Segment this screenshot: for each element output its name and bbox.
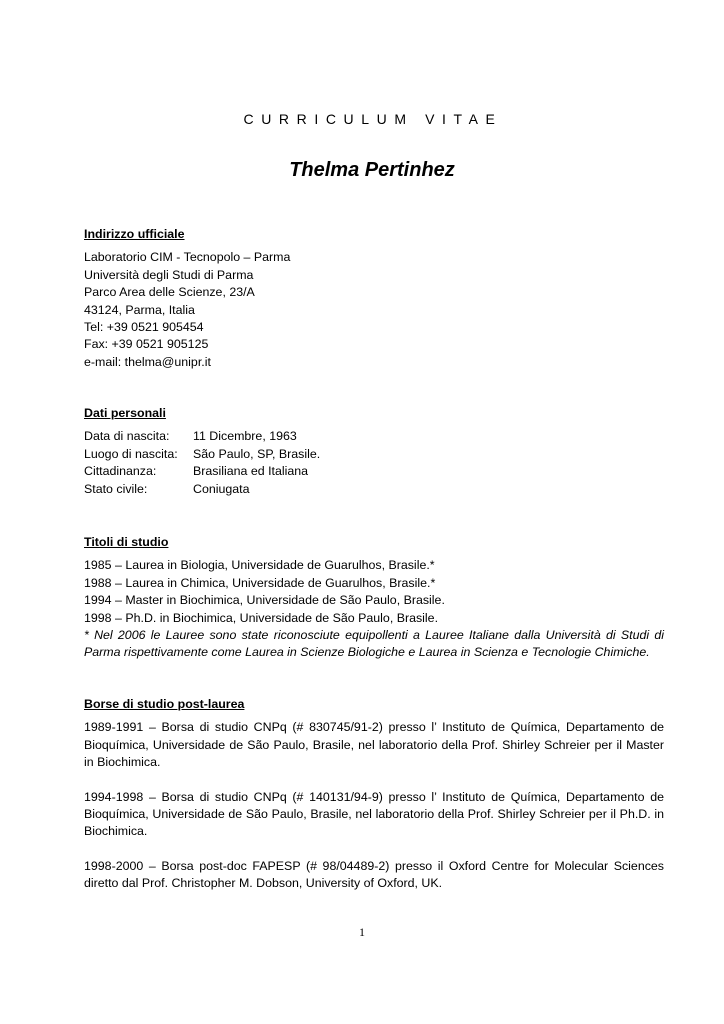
personal-value: São Paulo, SP, Brasile. xyxy=(193,446,321,461)
scholarships-section xyxy=(84,696,664,893)
degree-line: 1998 – Ph.D. in Biochimica, Universidade de São Paulo, Brasile. xyxy=(84,610,439,625)
personal-value: 11 Dicembre, 1963 xyxy=(193,429,297,444)
scholarship-entry: 1994-1998 – Borsa di studio CNPq (# 140131/94-9) presso l’ Instituto de Química, Departamento de Bioquímica, Universidade de São Paulo, Brasile, nel laboratorio della Prof. Shirley Schreier per il Ph.D. in Biochimica. xyxy=(84,789,664,839)
degree-line: 1985 – Laurea in Biologia, Universidade de Guarulhos, Brasile.* xyxy=(84,558,435,573)
section-title-scholarships: Borse di studio post-laurea xyxy=(84,697,245,711)
section-title-address: Indirizzo ufficiale xyxy=(84,227,185,241)
fax-line: Fax: +39 0521 905125 xyxy=(84,337,209,352)
scholarship-entry: 1989-1991 – Borsa di studio CNPq (# 830745/91-2) presso l’ Instituto de Química, Departamento de Bioquímica, Universidade de São Paulo, Brasile, nel laboratorio della Prof. Shirley Schreier per il Master in Biochimica. xyxy=(84,720,664,770)
personal-label: Cittadinanza: xyxy=(84,464,157,479)
degree-line: 1994 – Master in Biochimica, Universidade de São Paulo, Brasile. xyxy=(84,593,445,608)
scholarship-entry: 1998-2000 – Borsa post-doc FAPESP (# 98/04489-2) presso il Oxford Centre for Molecular Sciences diretto dal Prof. Christopher M. Dobson, University of Oxford, UK. xyxy=(84,858,664,891)
page-number: 1 xyxy=(359,925,365,939)
personal-row xyxy=(84,463,664,480)
email-line: e-mail: thelma@unipr.it xyxy=(84,354,211,369)
document-title: CURRICULUM VITAE xyxy=(243,111,503,127)
personal-row xyxy=(84,428,664,445)
address-section xyxy=(84,226,664,371)
address-line: Laboratorio CIM - Tecnopolo – Parma xyxy=(84,250,291,265)
personal-label: Data di nascita: xyxy=(84,429,170,444)
degree-note: * Nel 2006 le Lauree sono state riconosciute equipollenti a Lauree Italiane dalla Università di Studi di Parma rispettivamente come Laurea in Scienze Biologiche e Laurea in Scienza e Tecnologie Chimiche. xyxy=(84,628,664,660)
address-line: Università degli Studi di Parma xyxy=(84,267,254,282)
personal-row xyxy=(84,446,664,463)
studies-section xyxy=(84,534,664,662)
phone-line: Tel: +39 0521 905454 xyxy=(84,320,204,335)
personal-section xyxy=(84,405,664,498)
personal-value: Coniugata xyxy=(193,481,250,496)
personal-row xyxy=(84,481,664,498)
section-title-studies: Titoli di studio xyxy=(84,535,169,549)
personal-value: Brasiliana ed Italiana xyxy=(193,464,309,479)
person-name: Thelma Pertinhez xyxy=(289,159,455,181)
address-line: Parco Area delle Scienze, 23/A xyxy=(84,285,255,300)
section-title-personal: Dati personali xyxy=(84,406,166,420)
degree-line: 1988 – Laurea in Chimica, Universidade de Guarulhos, Brasile.* xyxy=(84,575,436,590)
address-line: 43124, Parma, Italia xyxy=(84,302,195,317)
personal-label: Luogo di nascita: xyxy=(84,446,178,461)
personal-label: Stato civile: xyxy=(84,481,148,496)
